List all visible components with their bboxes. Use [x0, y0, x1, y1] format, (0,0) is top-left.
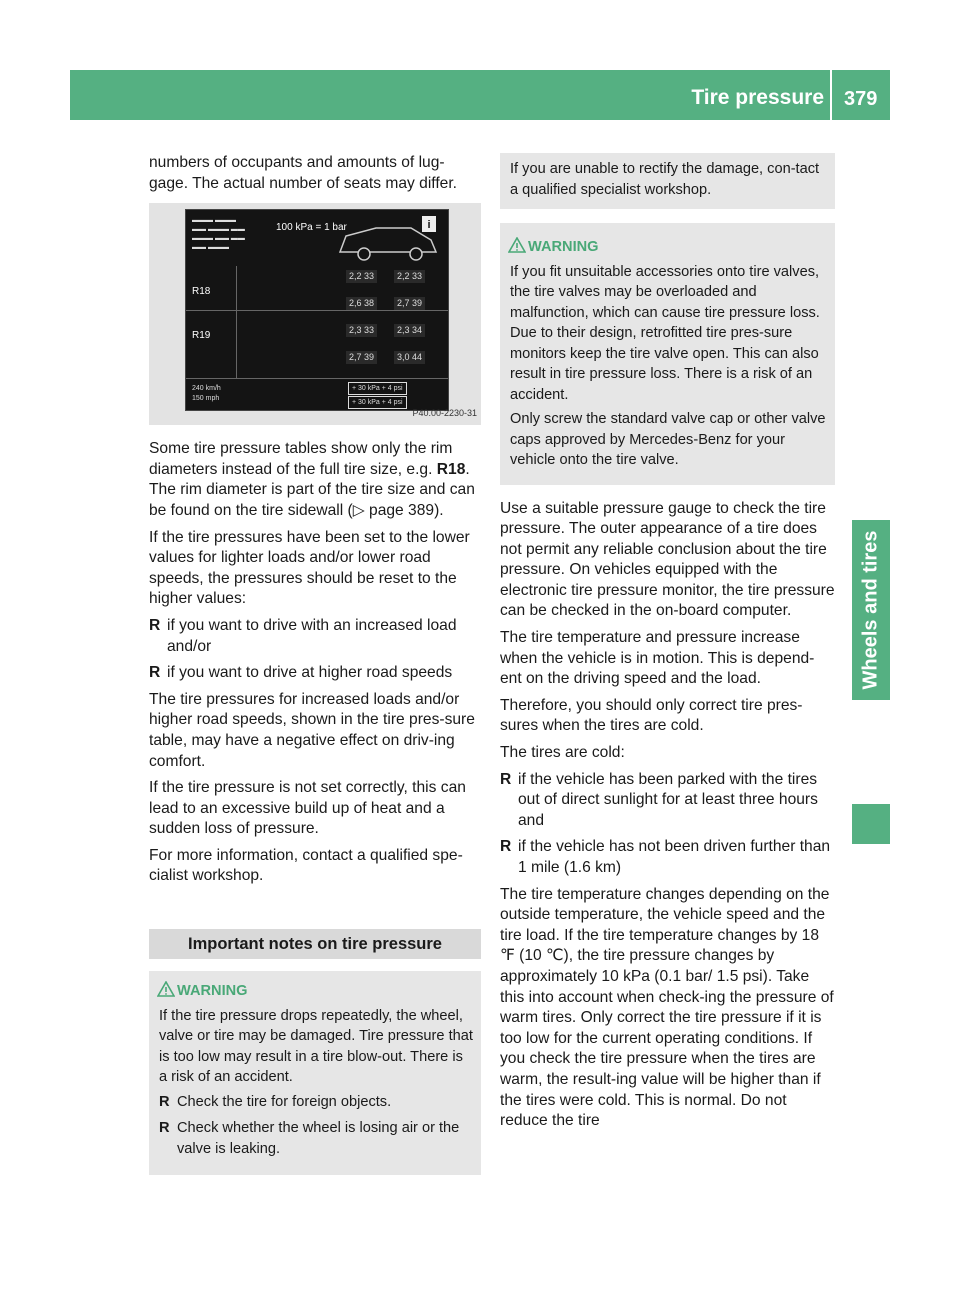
- list-item-text: if the vehicle has not been driven further than 1 mile (1.6 km): [518, 838, 831, 876]
- paragraph: If the tire pressure is not set correctly, this can lead to an excessive build up of heat and a sudden loss of pressure.: [149, 779, 466, 838]
- plate-value-cell: 3,0 44: [394, 351, 425, 364]
- warning-text: If you fit unsuitable accessories onto tire valves, the tire valves may be overloaded and malfunction, which can cause tire pressure loss. Due to their design, retrofitted tire pres-sure monitors keep the tire valve open. This can also result in tire pressure loss. There is a risk of an accident.: [510, 263, 820, 403]
- paragraph: Therefore, you should only correct tire pres-sures when the tires are cold.: [500, 696, 803, 735]
- warning-label: WARNING: [177, 983, 248, 1000]
- section-heading: Important notes on tire pressure: [149, 929, 481, 959]
- side-marker: [852, 804, 890, 844]
- paragraph: numbers of occupants and amounts of lug-gage. The actual number of seats may differ.: [149, 154, 458, 192]
- warning-text: If you are unable to rectify the damage, con-tact a qualified specialist workshop.: [510, 161, 820, 198]
- figure-code: P40.00-2230-31: [412, 407, 477, 418]
- text: . The rim diameter is part of the tire size and can be found on the tire sidewall (▷ page 389).: [149, 460, 475, 519]
- paragraph: The tire pressures for increased loads and/or higher road speeds, shown in the tire pres-sure table, may have a negative effect on driv-ing comfort.: [149, 690, 475, 770]
- list-item-text: if the vehicle has been parked with the tires out of direct sunlight for at least three hours and: [518, 770, 818, 829]
- bullet-icon: R: [500, 838, 512, 856]
- paragraph: [149, 439, 481, 521]
- list-item: [159, 1118, 473, 1159]
- list-item: [149, 616, 481, 657]
- warning-box: [500, 223, 835, 485]
- list-item: [149, 663, 481, 684]
- plate-value-cell: 2,7 39: [394, 297, 425, 310]
- plate-label: ▬▬▬ ▬▬▬ ▬▬ ▬▬▬ ▬▬ ▬▬▬ ▬▬ ▬▬ ▬▬ ▬▬▬: [192, 217, 245, 252]
- plate-divider: [236, 266, 237, 378]
- left-column: [149, 153, 481, 1175]
- list-item: [500, 770, 835, 832]
- bullet-icon: R: [500, 770, 512, 788]
- side-tab-label: Wheels and tires: [859, 530, 882, 690]
- plate-value-cell: 2,2 33: [346, 270, 377, 283]
- tire-pressure-plate: [185, 209, 449, 411]
- paragraph: The tires are cold:: [500, 744, 625, 762]
- list-item-text: Check the tire for foreign objects.: [177, 1093, 392, 1110]
- warning-text: Only screw the standard valve cap or other valve caps approved by Mercedes-Benz for your vehicle onto the tire valve.: [510, 411, 826, 468]
- list-item-text: if you want to drive with an increased load and/or: [167, 616, 457, 655]
- page-number: 379: [844, 88, 878, 110]
- tire-pressure-table-figure: [149, 203, 481, 425]
- plate-rim-r18: R18: [192, 286, 211, 298]
- plate-rim-r19: R19: [192, 330, 211, 342]
- list-item-text: Check whether the wheel is losing air or the valve is leaking.: [177, 1120, 460, 1157]
- list-item-text: if you want to drive at higher road speeds: [167, 664, 453, 682]
- paragraph: Use a suitable pressure gauge to check the tire pressure. The outer appearance of a tire does not permit any reliable conclusion about the tire pressure. On vehicles equipped with the electronic tire pressure monitor, the tire pressure can be checked in the on-board computer.: [500, 499, 835, 620]
- plate-add-2: + 30 kPa + 4 psi: [348, 396, 407, 409]
- plate-divider: [186, 378, 448, 379]
- paragraph: If the tire pressures have been set to the lower values for lighter loads and/or lower road speeds, the pressures should be reset to the higher values:: [149, 528, 470, 608]
- warning-triangle-icon: [157, 981, 175, 997]
- paragraph: The tire temperature changes depending on the outside temperature, the vehicle speed and the tire load. If the tire temperature changes by 18 ℉ (10 ℃), the tire pressure changes by approximately 10 kPa (0.1 bar/ 1.5 psi). Take this into account when check-ing the pressure of warm tires. Only correct the tire pressure if it is too low for the current operating conditions. If you check the tire pressure when the tires are warm, the result-ing value will be higher than if the tires were cold. This is normal. Do not reduce the tire: [500, 885, 834, 1130]
- paragraph: The tire temperature and pressure increase when the vehicle is in motion. This is depend-ent on the driving speed and the load.: [500, 629, 815, 688]
- plate-divider: [186, 310, 448, 311]
- bullet-icon: R: [149, 664, 161, 682]
- header-divider: [830, 70, 832, 120]
- list-item: [500, 837, 835, 878]
- svg-text:i: i: [427, 219, 431, 232]
- plate-add-1: + 30 kPa + 4 psi: [348, 382, 407, 395]
- bullet-icon: R: [159, 1093, 170, 1110]
- list-item: [159, 1092, 473, 1113]
- warning-text: If the tire pressure drops repeatedly, the wheel, valve or tire may be damaged. Tire pressure that is too low may result in a tire blow-out. There is a risk of an accident.: [159, 1007, 473, 1086]
- plate-value-cell: 2,3 33: [346, 324, 377, 337]
- warning-heading: [528, 237, 827, 258]
- plate-value-cell: 2,2 33: [394, 270, 425, 283]
- plate-value-cell: 2,6 38: [346, 297, 377, 310]
- warning-triangle-icon: [508, 237, 526, 253]
- right-column: [500, 153, 835, 1138]
- plate-value-cell: 2,7 39: [346, 351, 377, 364]
- warning-label: WARNING: [528, 239, 599, 255]
- text: Some tire pressure tables show only the rim diameters instead of the full tire size, e.g.: [149, 440, 453, 478]
- continued-warning-box: [500, 153, 835, 209]
- plate-speed-1: 240 km/h: [192, 385, 221, 393]
- paragraph: For more information, contact a qualified spe-cialist workshop.: [149, 846, 463, 885]
- text-bold: R18: [436, 460, 466, 478]
- warning-heading: [177, 981, 473, 1002]
- bullet-icon: R: [149, 616, 161, 634]
- bullet-icon: R: [159, 1120, 170, 1137]
- plate-speed-2: 150 mph: [192, 395, 220, 403]
- plate-title: 100 kPa = 1 bar: [276, 222, 347, 234]
- page-title: Tire pressure: [691, 86, 824, 109]
- car-icon: [336, 214, 441, 264]
- plate-value-cell: 2,3 34: [394, 324, 425, 337]
- warning-box: [149, 971, 481, 1175]
